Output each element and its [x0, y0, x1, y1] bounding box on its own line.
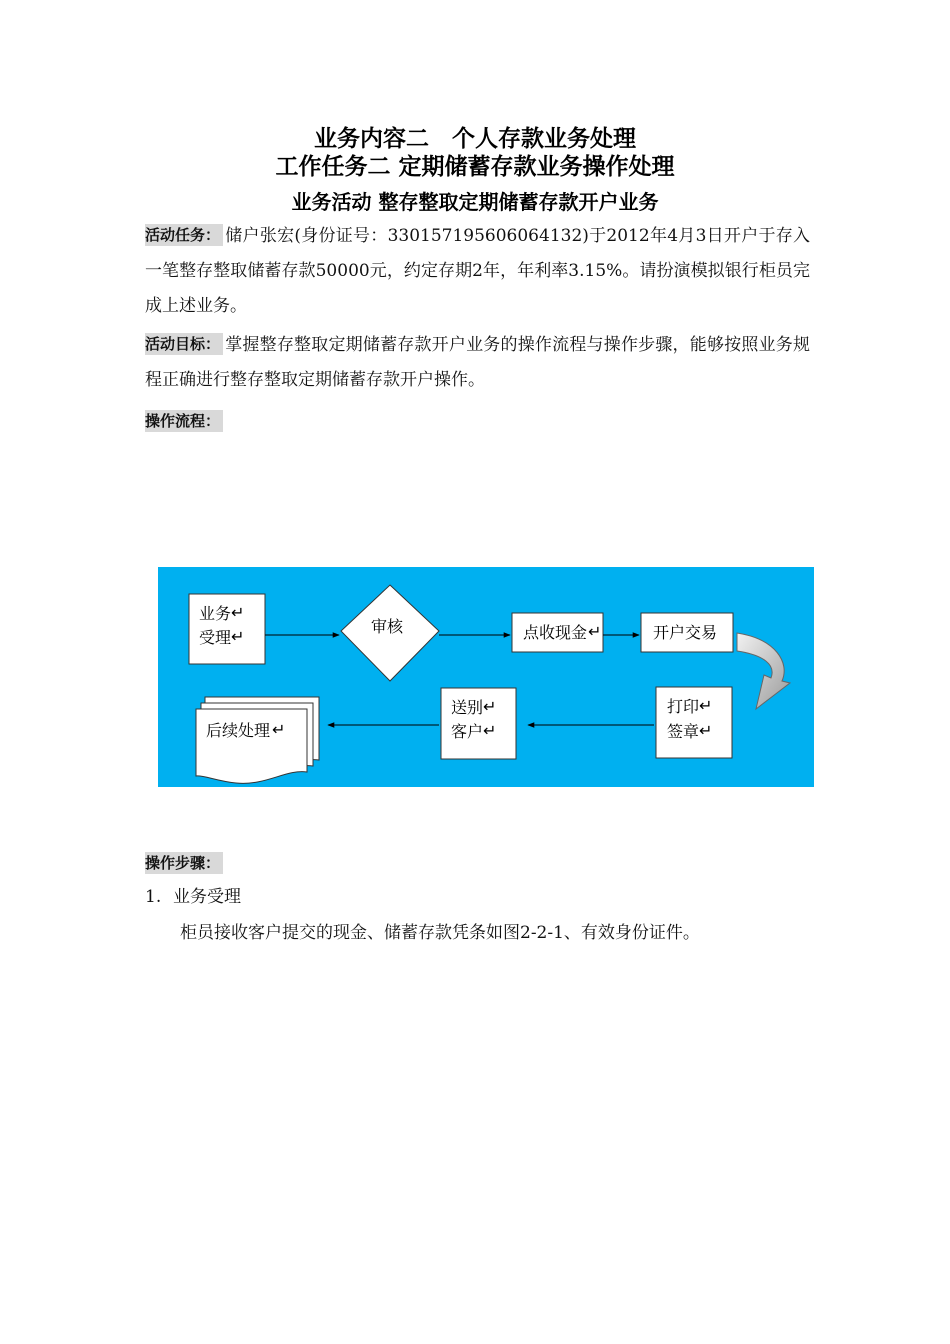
svg-text:受理: 受理 — [199, 628, 232, 647]
step-1-title: 业务受理 — [173, 887, 241, 907]
svg-text:↵: ↵ — [588, 622, 602, 641]
svg-text:↵: ↵ — [231, 603, 245, 622]
node-see-off-customer — [441, 688, 516, 759]
activity-goal-text: 掌握整存整取定期储蓄存款开户业务的操作流程与操作步骤，能够按照业务规程正确进行整存整取定期储蓄存款开户操作。 — [145, 335, 810, 390]
svg-text:↵: ↵ — [272, 720, 286, 739]
activity-goal-paragraph — [145, 328, 810, 398]
activity-task-text: 储户张宏(身份证号：330157195606064132)于2012年4月3日开户于存入一笔整存整取储蓄存款50000元，约定存期2年，年利率3.15%。请扮演模拟银行柜员完成上述业务。 — [145, 226, 810, 316]
activity-goal-label: 活动目标： — [145, 333, 223, 355]
node-business-accept — [189, 594, 265, 664]
process-heading — [145, 410, 225, 432]
steps-label: 操作步骤： — [145, 852, 223, 874]
svg-text:↵: ↵ — [231, 627, 245, 646]
activity-task-paragraph — [145, 219, 810, 324]
step-1-description: 柜员接收客户提交的现金、储蓄存款凭条如图2-2-1、有效身份证件。 — [180, 923, 700, 943]
svg-text:送别: 送别 — [451, 698, 484, 717]
steps-heading — [145, 852, 225, 874]
activity-title: 业务活动 整存整取定期储蓄存款开户业务 — [291, 190, 659, 214]
process-label: 操作流程： — [145, 410, 223, 432]
svg-text:审核: 审核 — [371, 617, 404, 636]
node-print-stamp — [656, 687, 732, 758]
node-collect-cash — [512, 613, 603, 652]
svg-text:后续处理: 后续处理 — [206, 721, 271, 740]
svg-text:↵: ↵ — [483, 721, 497, 740]
svg-text:业务: 业务 — [199, 604, 232, 623]
activity-task-label: 活动任务： — [145, 224, 223, 246]
svg-text:点收现金: 点收现金 — [523, 623, 588, 642]
svg-text:↵: ↵ — [699, 721, 713, 740]
process-flowchart — [158, 567, 814, 787]
svg-text:开户交易: 开户交易 — [653, 623, 718, 642]
step-1-number: 1. — [145, 887, 162, 907]
step-1-title-line — [145, 880, 241, 914]
svg-text:客户: 客户 — [451, 722, 484, 741]
svg-text:打印: 打印 — [667, 697, 700, 716]
task-title: 工作任务二 定期储蓄存款业务操作处理 — [275, 154, 675, 180]
node-follow-up — [196, 697, 319, 783]
content-title: 业务内容二 个人存款业务处理 — [314, 126, 636, 152]
svg-text:签章: 签章 — [667, 722, 700, 741]
svg-text:↵: ↵ — [483, 697, 497, 716]
svg-text:↵: ↵ — [699, 696, 713, 715]
node-open-account — [641, 613, 733, 652]
